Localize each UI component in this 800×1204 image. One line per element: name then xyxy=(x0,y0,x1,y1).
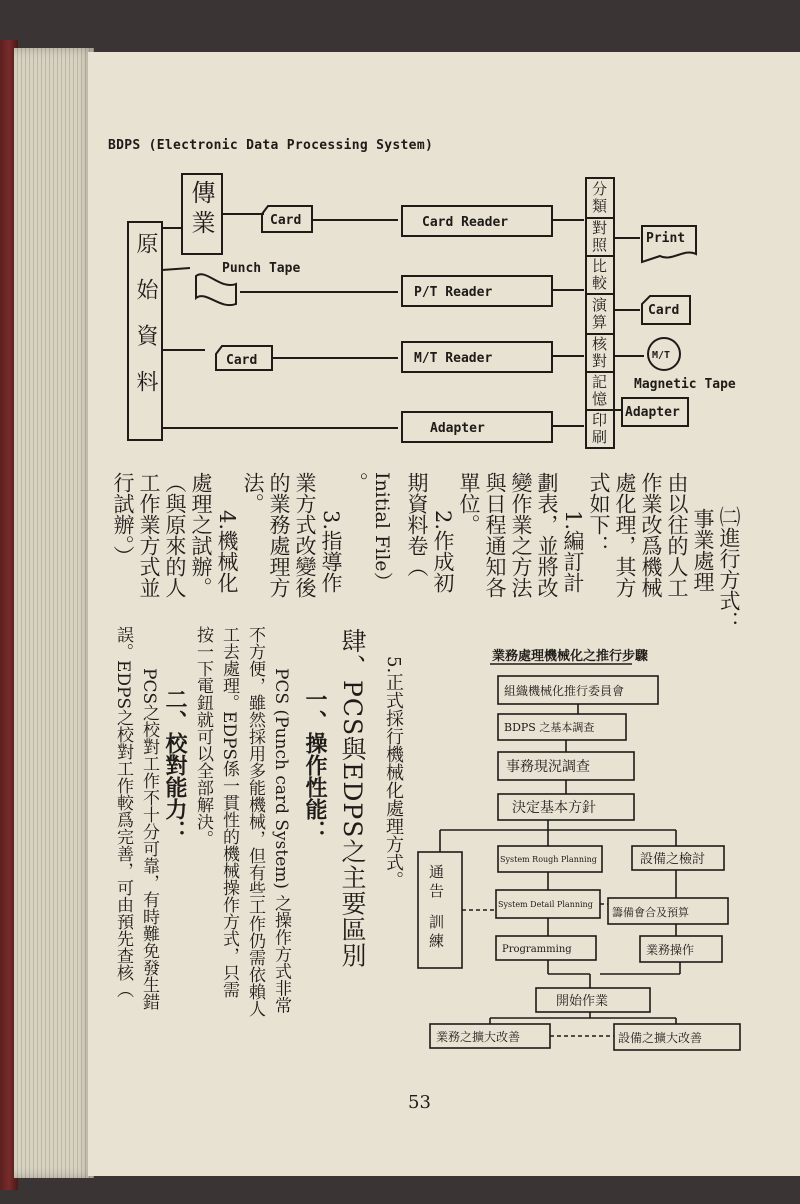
keypunch-box-label: 傳業 xyxy=(187,180,215,240)
subheading-2: 二、校對能力： xyxy=(162,688,188,842)
para1-d: 按一下電鈕就可以全部解決。 xyxy=(193,626,213,847)
proc-2: 對照 xyxy=(590,220,608,254)
proc-6: 記憶 xyxy=(590,374,608,408)
flow-right-4: 設備之擴大改善 xyxy=(618,1031,703,1045)
flow-side-2: 訓練 xyxy=(427,914,445,952)
item4-d: 工作業方式並 xyxy=(137,472,161,598)
reader-adapter: Adapter xyxy=(430,421,485,436)
para1-a: PCS (Punch card System) 之操作方式非常 xyxy=(271,668,291,1014)
item4-c: （與原來的人 xyxy=(163,472,187,598)
reader-pt: P/T Reader xyxy=(414,285,493,300)
proc-5: 核對 xyxy=(590,336,608,370)
flow-step-3: 事務現況調查 xyxy=(506,759,590,775)
flow-right-3: 業務操作 xyxy=(646,943,695,957)
text-col-2: 由以往的人工 xyxy=(665,472,689,598)
item1-e: 單位。 xyxy=(457,472,481,535)
source-box-label: 原始資料 xyxy=(133,232,158,416)
text-col-1: 事業處理 xyxy=(691,508,715,592)
output-card: Card xyxy=(648,303,680,318)
input-punch-tape: Punch Tape xyxy=(222,261,301,276)
flow-step-9: 業務之擴大改善 xyxy=(436,1030,521,1044)
item2-a: 2.作成初 xyxy=(431,510,455,594)
flow-side-1: 通告 xyxy=(427,864,445,902)
item2-c: Initial File） xyxy=(371,472,393,591)
para2-b: 誤。EDPS之校對工作較爲完善，可由預先查核（ xyxy=(113,626,133,999)
input-card-1: Card xyxy=(270,213,302,228)
proc-7: 印刷 xyxy=(590,412,608,446)
section-heading-4: 肆、PCS與EDPS之主要區別 xyxy=(338,628,367,969)
item4-a: 4.機械化 xyxy=(215,510,239,594)
flow-step-8: 開始作業 xyxy=(556,994,609,1009)
proc-3: 比較 xyxy=(590,258,608,292)
item2-d: 。 xyxy=(345,472,369,493)
reader-mt: M/T Reader xyxy=(414,351,493,366)
item1-b: 劃表，並將改 xyxy=(535,472,559,598)
flow-step-4: 決定基本方針 xyxy=(512,800,596,816)
page-header: BDPS (Electronic Data Processing System) xyxy=(108,138,434,153)
item2-b: 期資料卷（ xyxy=(405,472,429,577)
text-col-3: 作業改爲機械 xyxy=(639,472,663,598)
item3-b: 業方式改變後 xyxy=(293,472,317,598)
item4-e: 行試辦。） xyxy=(111,472,135,567)
flow-step-6: System Detail Planning xyxy=(498,900,593,909)
reader-card: Card Reader xyxy=(422,215,509,230)
item1-d: 與日程通知各 xyxy=(483,472,507,598)
para1-b: 不方便，雖然採用多能機械，但有些工作仍需依賴人 xyxy=(245,626,265,1017)
flow-title: 業務處理機械化之推行步驟 xyxy=(492,649,649,664)
output-magnetic-tape: Magnetic Tape xyxy=(634,377,736,392)
para2-a: PCS之校對工作不十分可靠，有時難免發生錯 xyxy=(139,668,159,1011)
output-adapter: Adapter xyxy=(625,405,680,420)
flow-right-1: 設備之檢討 xyxy=(640,852,706,867)
flow-step-7: Programming xyxy=(502,944,572,955)
flow-step-2: BDPS 之基本調查 xyxy=(504,721,595,734)
flow-step-1: 組織機械化推行委員會 xyxy=(504,684,625,698)
output-print: Print xyxy=(646,231,686,246)
item5: 5.正式採行機械化處理方式。 xyxy=(383,656,404,890)
flow-step-5: System Rough Planning xyxy=(500,855,597,864)
page-number: 53 xyxy=(408,1092,431,1113)
para1-c: 工去處理。EDPS係一貫性的機械操作方式，只需 xyxy=(219,626,239,999)
item3-a: 3.指導作 xyxy=(319,510,343,594)
input-card-2: Card xyxy=(226,353,258,368)
item1-a: 1.編訂計 xyxy=(561,510,585,594)
text-col-5: 式如下： xyxy=(587,472,611,556)
item3-c: 的業務處理方 xyxy=(267,472,291,598)
output-mt: M/T xyxy=(652,350,671,361)
section-heading: ㈡進行方式： xyxy=(717,506,741,632)
flow-right-2: 籌備會合及預算 xyxy=(612,906,689,919)
item1-c: 變作業之方法 xyxy=(509,472,533,598)
text-col-4: 處化理，其方 xyxy=(613,472,637,598)
proc-4: 演算 xyxy=(590,297,608,331)
proc-1: 分類 xyxy=(590,181,608,215)
item4-b: 處理之試辦。 xyxy=(189,472,213,598)
item3-d: 法。 xyxy=(241,472,265,514)
subheading-1: 一、操作性能： xyxy=(302,688,328,842)
